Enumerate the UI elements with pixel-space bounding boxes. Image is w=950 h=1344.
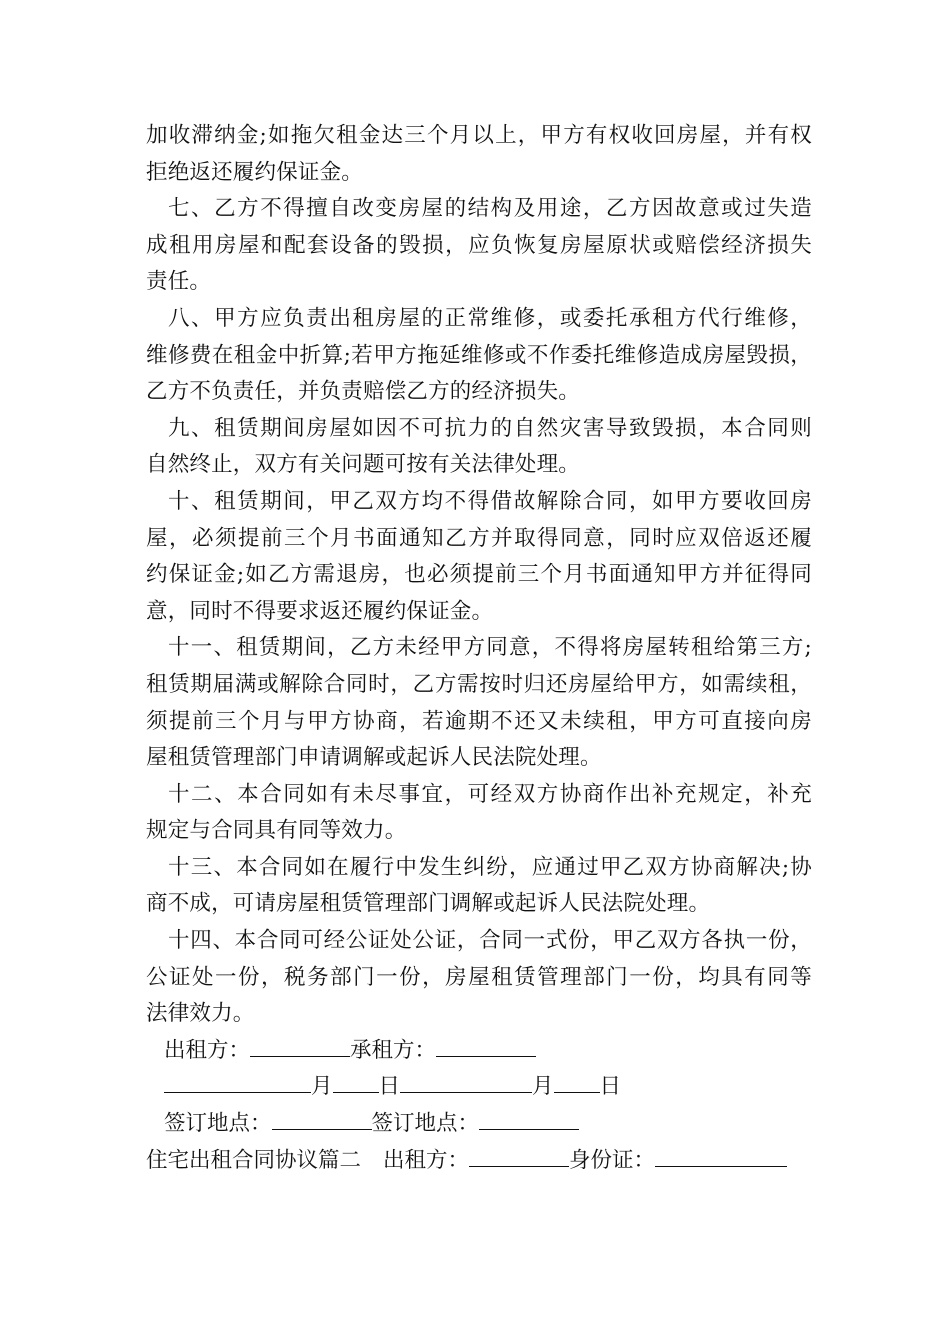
text-line: 屋，必须提前三个月书面通知乙方并取得同意，同时应双倍返还履 xyxy=(146,525,812,551)
lessor-label: 出租方： xyxy=(164,1037,251,1063)
signature-date-row xyxy=(146,1069,812,1106)
text-line: 七、乙方不得擅自改变房屋的结构及用途，乙方因故意或过失造 xyxy=(168,196,812,222)
text-line: 公证处一份，税务部门一份，房屋租赁管理部门一份，均具有同等 xyxy=(146,964,812,990)
text-line: 加收滞纳金;如拖欠租金达三个月以上，甲方有权收回房屋，并有权 xyxy=(146,123,812,148)
text-line: 十三、本合同如在履行中发生纠纷，应通过甲乙双方协商解决;协 xyxy=(168,854,812,880)
text-line: 租赁期届满或解除合同时，乙方需按时归还房屋给甲方，如需续租， xyxy=(146,671,812,697)
clause-12 xyxy=(146,777,812,850)
date-blank-2[interactable] xyxy=(400,1070,532,1093)
text-line: 须提前三个月与甲方协商，若逾期不还又未续租，甲方可直接向房 xyxy=(146,708,812,734)
day-blank-1[interactable] xyxy=(333,1070,379,1093)
text-line: 责任。 xyxy=(146,269,212,295)
text-line: 九、租赁期间房屋如因不可抗力的自然灾害导致毁损，本合同则 xyxy=(168,415,812,441)
next-section-row xyxy=(146,1143,812,1180)
place-label: 签订地点： xyxy=(371,1111,480,1137)
signature-place-row xyxy=(146,1106,812,1143)
clause-9 xyxy=(146,411,812,484)
place-label: 签订地点： xyxy=(164,1111,272,1137)
text-line: 十一、租赁期间，乙方未经甲方同意，不得将房屋转租给第三方; xyxy=(168,635,812,661)
lessor-blank[interactable] xyxy=(469,1144,569,1167)
month-label: 月 xyxy=(311,1074,333,1100)
text-line: 商不成，可请房屋租赁管理部门调解或起诉人民法院处理。 xyxy=(146,891,711,917)
text-line: 屋租赁管理部门申请调解或起诉人民法院处理。 xyxy=(146,745,602,771)
date-blank-1[interactable] xyxy=(164,1070,311,1093)
text-line: 十四、本合同可经公证处公证，合同一式份，甲乙双方各执一份， xyxy=(168,928,812,954)
lessor-label: 出租方： xyxy=(383,1147,470,1173)
id-blank[interactable] xyxy=(655,1144,787,1167)
clause-10 xyxy=(146,484,812,630)
text-line: 乙方不负责任，并负责赔偿乙方的经济损失。 xyxy=(146,379,581,405)
clause-7 xyxy=(146,191,812,301)
text-line: 成租用房屋和配套设备的毁损，应负恢复房屋原状或赔偿经济损失 xyxy=(146,232,812,258)
clause-8 xyxy=(146,301,812,411)
month-label: 月 xyxy=(532,1074,554,1100)
text-line: 十二、本合同如有未尽事宜，可经双方协商作出补充规定，补充 xyxy=(168,781,812,807)
day-label: 日 xyxy=(599,1074,622,1100)
lessee-label: 承租方： xyxy=(350,1037,437,1063)
text-line: 八、甲方应负责出租房屋的正常维修，或委托承租方代行维修， xyxy=(168,305,812,331)
clause-13 xyxy=(146,850,812,923)
day-blank-2[interactable] xyxy=(554,1070,600,1093)
text-line: 拒绝返还履约保证金。 xyxy=(146,159,364,185)
clause-11 xyxy=(146,630,812,776)
day-label: 日 xyxy=(378,1074,401,1100)
text-line: 自然终止，双方有关问题可按有关法律处理。 xyxy=(146,452,581,478)
text-line: 规定与合同具有同等效力。 xyxy=(146,818,407,844)
clause-14 xyxy=(146,923,812,1033)
lessor-blank[interactable] xyxy=(250,1034,350,1057)
signature-parties-row xyxy=(146,1033,812,1070)
place-blank-2[interactable] xyxy=(479,1107,579,1130)
document-body xyxy=(146,118,812,1179)
section-title: 住宅出租合同协议篇二 xyxy=(146,1147,362,1173)
text-line: 维修费在租金中折算;若甲方拖延维修或不作委托维修造成房屋毁损， xyxy=(146,342,812,368)
paragraph-continuation xyxy=(146,118,812,191)
text-line: 法律效力。 xyxy=(146,1001,255,1027)
place-blank-1[interactable] xyxy=(272,1107,372,1130)
text-line: 约保证金;如乙方需退房，也必须提前三个月书面通知甲方并征得同 xyxy=(146,562,812,588)
text-line: 意，同时不得要求返还履约保证金。 xyxy=(146,598,494,624)
text-line: 十、租赁期间，甲乙双方均不得借故解除合同，如甲方要收回房 xyxy=(168,488,812,514)
lessee-blank[interactable] xyxy=(436,1034,536,1057)
id-label: 身份证： xyxy=(569,1147,656,1173)
